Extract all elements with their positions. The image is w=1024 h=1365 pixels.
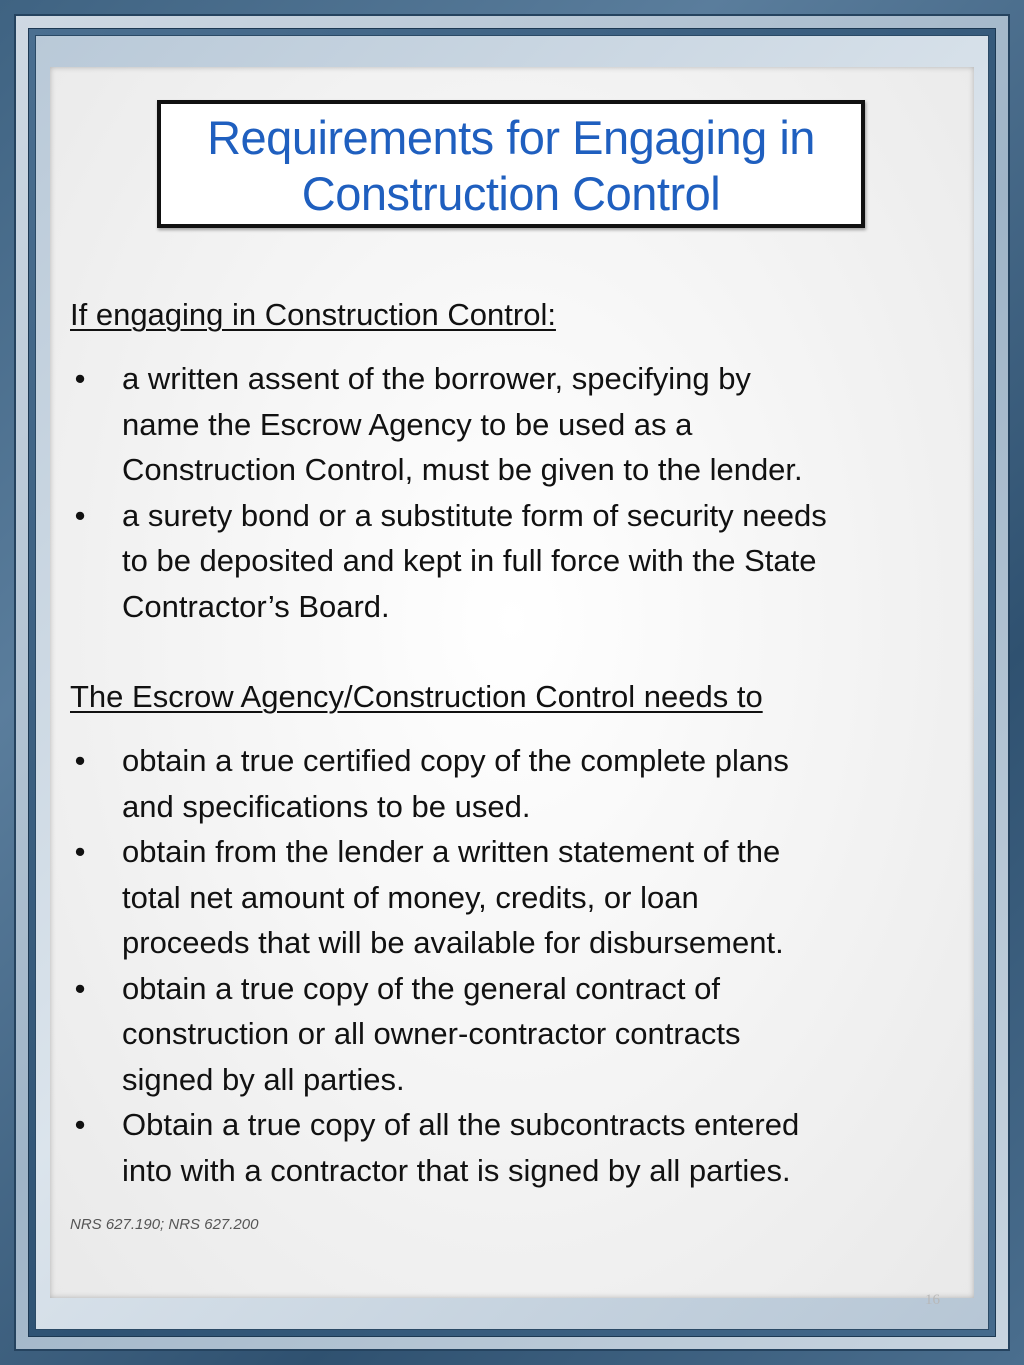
bullet-line: construction or all owner-contractor contracts: [122, 1016, 741, 1051]
bullet-line: and specifications to be used.: [122, 788, 531, 824]
bullet-dot-icon: •: [74, 1107, 86, 1142]
section1-bullet-list: [70, 356, 940, 629]
title-line-1: Requirements for Engaging in: [207, 111, 815, 164]
bullet-line: Contractor’s Board.: [122, 588, 390, 624]
bullet-item: [70, 966, 940, 1103]
bullet-dot-icon: •: [74, 361, 86, 396]
bullet-item: [70, 829, 940, 966]
bullet-item: [70, 738, 940, 829]
bullet-dot-icon: •: [74, 970, 86, 1006]
bullet-item: [70, 356, 940, 493]
title-box: [157, 100, 865, 228]
bullet-line: signed by all parties.: [122, 1061, 405, 1097]
bullet-item: [70, 493, 940, 630]
section2-heading: The Escrow Agency/Construction Control needs to: [70, 679, 763, 714]
bullet-line: Construction Control, must be given to the lender.: [122, 452, 803, 487]
bullet-line: Obtain a true copy of all the subcontracts entered: [122, 1107, 800, 1142]
citation-text: NRS 627.190; NRS 627.200: [70, 1216, 259, 1233]
bullet-line: a written assent of the borrower, specifying by: [122, 361, 751, 396]
bullet-line: a surety bond or a substitute form of security needs: [122, 497, 827, 533]
title-line-2: Construction Control: [301, 167, 721, 220]
bullet-item: [70, 1102, 940, 1193]
bullet-dot-icon: •: [74, 834, 86, 869]
bullet-dot-icon: •: [74, 743, 86, 778]
bullet-line: obtain a true certified copy of the complete plans: [122, 743, 789, 778]
bullet-line: to be deposited and kept in full force with the State: [122, 543, 817, 578]
bullet-line: obtain from the lender a written statement of the: [122, 834, 781, 869]
bullet-line: obtain a true copy of the general contract of: [122, 970, 720, 1006]
section2-bullet-list: [70, 738, 940, 1193]
section1-heading: If engaging in Construction Control:: [70, 297, 556, 332]
page-number: 16: [925, 1292, 940, 1308]
bullet-dot-icon: •: [74, 497, 86, 533]
bullet-line: proceeds that will be available for disbursement.: [122, 925, 784, 960]
bullet-line: name the Escrow Agency to be used as a: [122, 406, 693, 442]
bullet-line: into with a contractor that is signed by all parties.: [122, 1152, 791, 1188]
bullet-line: total net amount of money, credits, or loan: [122, 879, 699, 915]
